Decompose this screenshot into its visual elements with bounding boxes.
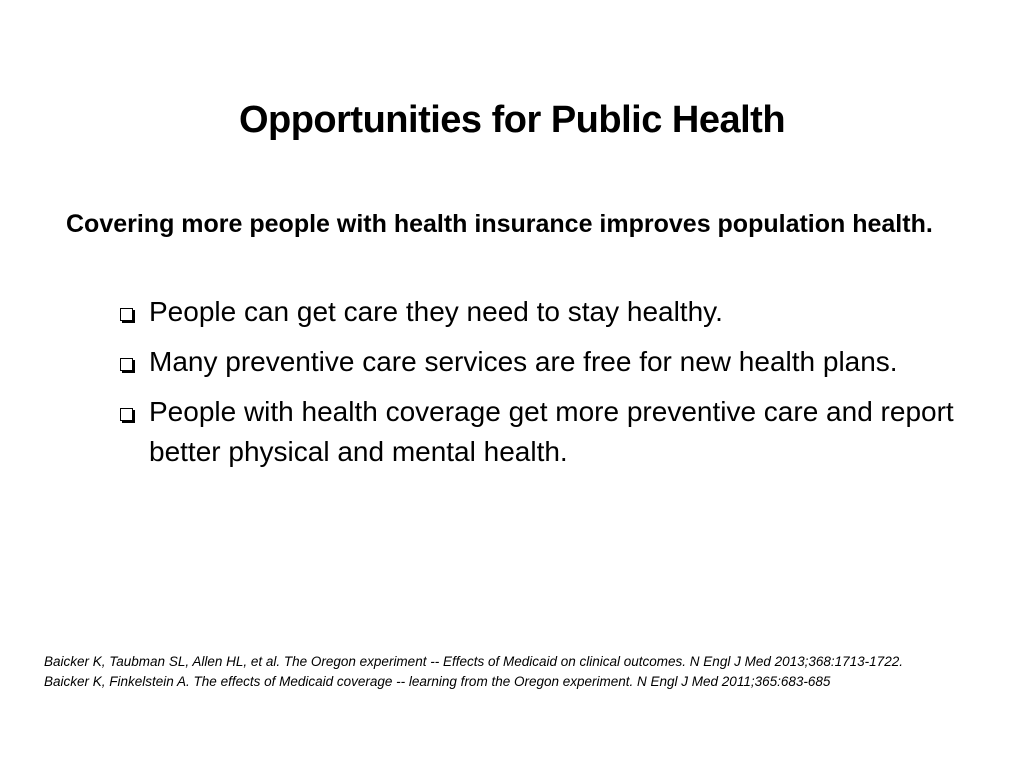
lead-statement: Covering more people with health insurance improves population health. xyxy=(66,210,933,238)
list-item xyxy=(118,342,978,382)
citation: Baicker K, Taubman SL, Allen HL, et al. The Oregon experiment -- Effects of Medicaid on clinical outcomes. N Engl J Med 2013;368:1713-1722. Baicker K, Finkelstein A. The effects of Medicaid coverage -- learning from the Oregon experiment. N Engl J Med 2011;365:683-685 xyxy=(44,654,944,689)
bullet-text: People can get care they need to stay healthy. xyxy=(149,296,723,327)
list-item xyxy=(118,392,978,472)
bullet-text: People with health coverage get more preventive care and report better physical and mental health. xyxy=(149,396,954,467)
checkbox-bullet-icon xyxy=(120,408,133,421)
bullet-list xyxy=(118,292,978,482)
slide-title: Opportunities for Public Health xyxy=(238,99,786,141)
list-item xyxy=(118,292,978,332)
checkbox-bullet-icon xyxy=(120,308,133,321)
checkbox-bullet-icon xyxy=(120,358,133,371)
bullet-text: Many preventive care services are free for new health plans. xyxy=(149,346,898,377)
